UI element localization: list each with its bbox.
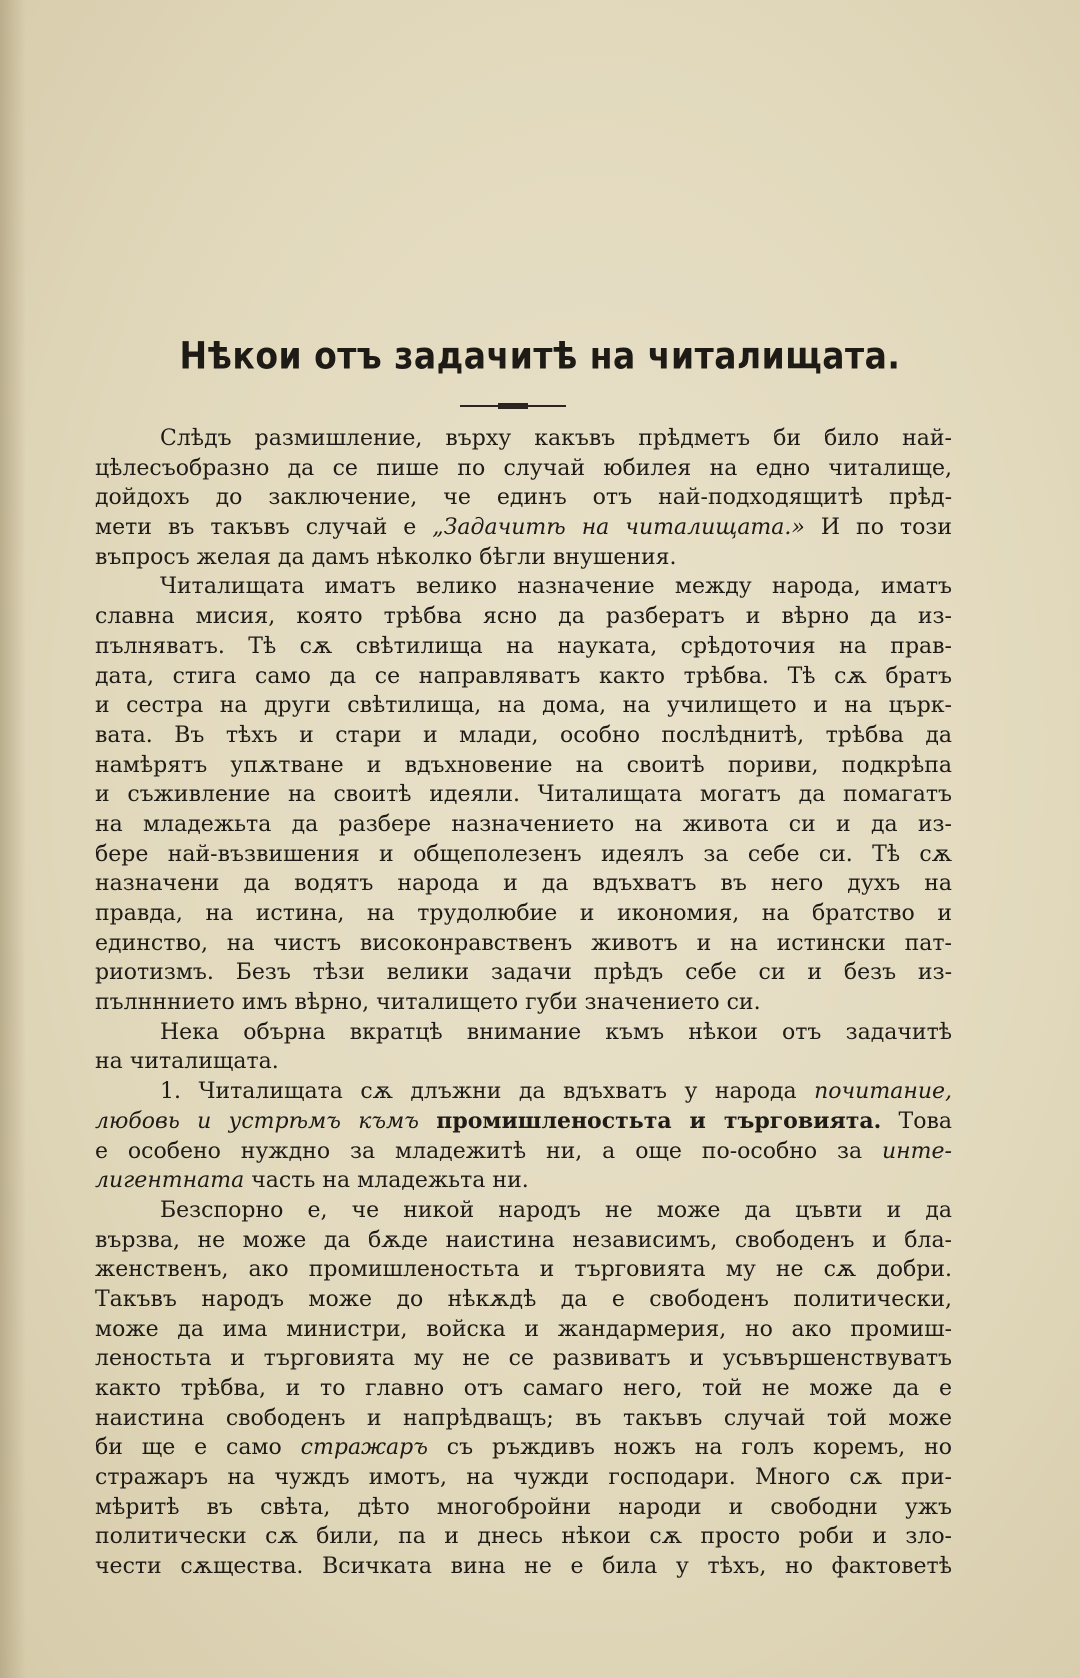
text-line bbox=[95, 1522, 952, 1552]
italic-text: любовь и устрѣмъ къмъ bbox=[95, 1108, 437, 1134]
line-text: и сестра на други свѣтилища, на дома, на училището и на църк- bbox=[95, 693, 952, 719]
article-body bbox=[95, 424, 952, 1582]
line-text: вързва, не може да бѫде наистина независимъ, свободенъ и бла- bbox=[95, 1227, 952, 1253]
line-text: може да има министри, войска и жандармерия, но ако промиш- bbox=[95, 1316, 952, 1342]
line-text: женственъ, ако промишленостьта и търговията му не сѫ добри. bbox=[95, 1257, 952, 1283]
text-line bbox=[95, 840, 952, 870]
article-title: Нѣкои отъ задачитѣ на читалищата. bbox=[179, 333, 901, 378]
line-text: мѣритѣ въ свѣта, дѣто многобройни народи и свободни ужъ bbox=[95, 1494, 952, 1520]
text-line bbox=[95, 929, 952, 959]
line-text: както трѣбва, и то главно отъ самаго него, той не може да е bbox=[95, 1376, 952, 1401]
line-text: наистина свободенъ и напрѣдващъ; въ такъвъ случай той може bbox=[95, 1405, 952, 1431]
text-line bbox=[95, 1404, 952, 1434]
text-line bbox=[95, 1255, 952, 1285]
line-text: дойдохъ до заключение, че единъ отъ най-подходящитѣ прѣд- bbox=[95, 485, 952, 511]
line-text: Слѣдъ размишление, върху какъвъ прѣдметъ би било най- bbox=[160, 426, 952, 451]
line-text: пълннниeто имъ вѣрно, читалището губи значението си. bbox=[95, 990, 761, 1016]
text-line bbox=[95, 1018, 952, 1048]
line-text: назначени да водятъ народа и да вдъхватъ въ него духъ на bbox=[95, 871, 952, 897]
text-line bbox=[95, 1344, 952, 1374]
text-line bbox=[95, 1077, 952, 1107]
line-text: славна мисия, която трѣбва ясно да разбератъ и вѣрно да из- bbox=[95, 604, 952, 630]
line-text: и съживление на своитѣ идеяли. Читалищата могатъ да помагатъ bbox=[95, 782, 952, 808]
italic-text: „Задачитѣ на читалищата.» bbox=[432, 515, 805, 541]
line-text: на младежьта да разбере назначението на живота си и да из- bbox=[95, 811, 952, 837]
line-text: е особено нуждно за младежитѣ ни, а още по-особно за bbox=[95, 1138, 883, 1164]
text-line bbox=[95, 1107, 952, 1137]
italic-text: инте- bbox=[882, 1138, 952, 1164]
text-line bbox=[95, 1137, 952, 1167]
text-line bbox=[95, 1374, 952, 1404]
text-line bbox=[95, 810, 952, 840]
text-line bbox=[95, 424, 952, 454]
text-line bbox=[95, 1166, 952, 1196]
line-text: Читалищата иматъ велико назначение между народа, иматъ bbox=[160, 574, 952, 600]
line-text: въпросъ желая да дамъ нѣколко бѣгли внушения. bbox=[95, 544, 677, 570]
text-line bbox=[95, 899, 952, 929]
line-text: политически сѫ били, па и днесь нѣкои сѫ просто роби и зло- bbox=[95, 1524, 952, 1550]
text-line bbox=[95, 1552, 952, 1582]
line-text: И по този bbox=[804, 515, 953, 541]
text-line bbox=[95, 483, 952, 513]
line-text: съ ръждивъ ножъ на голъ коремъ, но bbox=[427, 1435, 952, 1461]
bold-text: промишленостьта и търговията. bbox=[436, 1107, 882, 1134]
text-line bbox=[95, 602, 952, 632]
title-divider bbox=[460, 405, 566, 407]
text-line bbox=[95, 869, 952, 899]
line-text: часть на младежьта ни. bbox=[244, 1168, 529, 1194]
line-text: 1. Читалищата сѫ длъжни да вдъхватъ у народа bbox=[160, 1079, 815, 1105]
text-line bbox=[95, 1196, 952, 1226]
text-line bbox=[95, 691, 952, 721]
line-text: чести сѫщества. Всичката вина не е била у тѣхъ, но фактоветѣ bbox=[95, 1554, 952, 1580]
text-line bbox=[95, 513, 952, 543]
text-line bbox=[95, 1285, 952, 1315]
line-text: риотизмъ. Безъ тѣзи велики задачи прѣдъ себе си и безъ из- bbox=[95, 960, 952, 986]
line-text: на читалищата. bbox=[95, 1049, 279, 1075]
text-line bbox=[95, 454, 952, 484]
text-line bbox=[95, 1226, 952, 1256]
line-text: дата, стига само да се направляватъ както трѣбва. Тѣ сѫ братъ bbox=[95, 663, 952, 689]
text-line bbox=[95, 721, 952, 751]
line-text: бере най-възвишения и общеполезенъ идеялъ за себе си. Тѣ сѫ bbox=[95, 841, 952, 867]
title-divider-center bbox=[498, 403, 528, 409]
line-text: пълняватъ. Тѣ сѫ свѣтилища на науката, срѣдоточия на прав- bbox=[95, 633, 952, 659]
line-text: правда, на истина, на трудолюбие и икономия, на братство и bbox=[95, 901, 952, 926]
line-text: цѣлесъобразно да се пише по случай юбилея на едно читалище, bbox=[95, 455, 952, 481]
line-text: единство, на чистъ високонравственъ животъ и на истински пат- bbox=[95, 930, 952, 956]
line-text: стражаръ на чуждъ имотъ, на чужди господари. Много сѫ при- bbox=[95, 1465, 952, 1491]
line-text: леностьта и търговията му не се развиватъ и усъвършенствуватъ bbox=[95, 1346, 952, 1372]
line-text: Това bbox=[881, 1108, 952, 1134]
text-line bbox=[95, 958, 952, 988]
line-text: вата. Въ тѣхъ и стари и млади, особно послѣднитѣ, трѣбва да bbox=[95, 722, 952, 748]
text-line bbox=[95, 662, 952, 692]
italic-text: лигентната bbox=[95, 1168, 245, 1194]
line-text: Безспорно е, че никой народъ не може да цъвти и да bbox=[160, 1197, 952, 1223]
text-line bbox=[95, 780, 952, 810]
italic-text: почитание, bbox=[814, 1079, 952, 1105]
text-line bbox=[95, 751, 952, 781]
text-line bbox=[95, 1493, 952, 1523]
line-text: намѣрятъ упѫтване и вдъхновение на своитѣ пориви, подкрѣпа bbox=[95, 752, 952, 778]
line-text: мети въ такъвъ случай е bbox=[95, 515, 433, 541]
text-line bbox=[95, 1463, 952, 1493]
text-line bbox=[95, 988, 952, 1018]
text-line bbox=[95, 1047, 952, 1077]
text-line bbox=[95, 632, 952, 662]
text-line bbox=[95, 1315, 952, 1345]
text-line bbox=[95, 572, 952, 602]
line-text: Такъвъ народъ може до нѣкѫдѣ да е свободенъ политически, bbox=[95, 1286, 952, 1312]
line-text: Нека обърна вкратцѣ внимание къмъ нѣкои отъ задачитѣ bbox=[160, 1019, 952, 1045]
text-line bbox=[95, 1433, 952, 1463]
text-line bbox=[95, 543, 952, 573]
line-text: би ще е само bbox=[95, 1435, 301, 1461]
italic-text: стражаръ bbox=[300, 1435, 428, 1461]
